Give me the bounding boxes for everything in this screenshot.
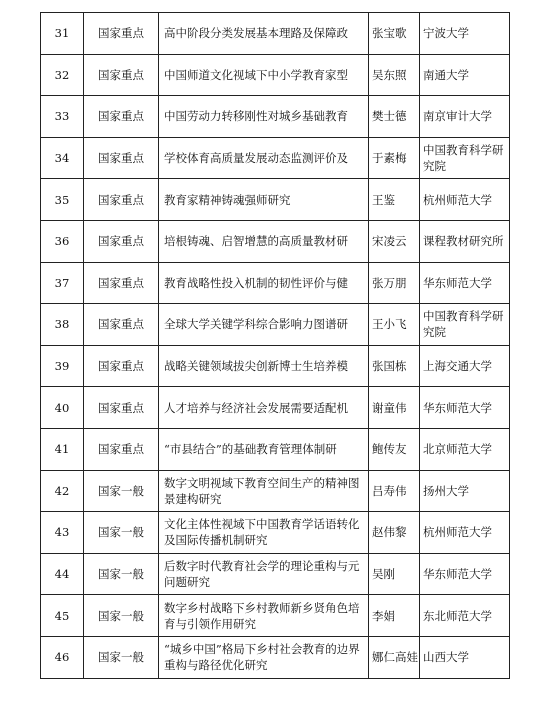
project-title: 数字乡村战略下乡村教师新乡贤角色培育与引领作用研究 (159, 595, 369, 637)
institution: 山西大学 (420, 636, 510, 678)
project-category: 国家重点 (84, 387, 159, 429)
table-row (41, 553, 510, 595)
principal-investigator: 鲍传友 (369, 428, 420, 470)
institution: 杭州师范大学 (420, 512, 510, 554)
institution: 课程教材研究所 (420, 220, 510, 262)
project-title: 数字文明视域下教育空间生产的精神图景建构研究 (159, 470, 369, 512)
project-category: 国家重点 (84, 179, 159, 221)
table-row (41, 220, 510, 262)
row-number: 38 (41, 304, 84, 346)
row-number: 40 (41, 387, 84, 429)
project-title: 全球大学关键学科综合影响力图谱研 (159, 304, 369, 346)
project-title: 学校体育高质量发展动态监测评价及 (159, 137, 369, 179)
project-table (40, 12, 509, 679)
table-row (41, 512, 510, 554)
project-category: 国家重点 (84, 96, 159, 138)
project-title: 培根铸魂、启智增慧的高质量教材研 (159, 220, 369, 262)
principal-investigator: 吕寿伟 (369, 470, 420, 512)
principal-investigator: 张宝歌 (369, 13, 420, 55)
project-title: “市县结合”的基础教育管理体制研 (159, 428, 369, 470)
row-number: 34 (41, 137, 84, 179)
project-category: 国家重点 (84, 304, 159, 346)
project-category: 国家重点 (84, 13, 159, 55)
project-category: 国家重点 (84, 428, 159, 470)
project-category: 国家一般 (84, 636, 159, 678)
row-number: 33 (41, 96, 84, 138)
principal-investigator: 樊士德 (369, 96, 420, 138)
principal-investigator: 王鉴 (369, 179, 420, 221)
table-row (41, 13, 510, 55)
institution: 南通大学 (420, 54, 510, 96)
project-title: 教育家精神铸魂强师研究 (159, 179, 369, 221)
table-row (41, 54, 510, 96)
project-category: 国家一般 (84, 595, 159, 637)
principal-investigator: 王小飞 (369, 304, 420, 346)
table-row (41, 595, 510, 637)
row-number: 35 (41, 179, 84, 221)
project-title: 高中阶段分类发展基本理路及保障政 (159, 13, 369, 55)
row-number: 44 (41, 553, 84, 595)
institution: 东北师范大学 (420, 595, 510, 637)
row-number: 45 (41, 595, 84, 637)
project-title: 教育战略性投入机制的韧性评价与健 (159, 262, 369, 304)
institution: 宁波大学 (420, 13, 510, 55)
table-row (41, 636, 510, 678)
project-category: 国家重点 (84, 220, 159, 262)
project-category: 国家一般 (84, 553, 159, 595)
project-category: 国家重点 (84, 345, 159, 387)
project-title: 中国师道文化视域下中小学教育家型 (159, 54, 369, 96)
row-number: 37 (41, 262, 84, 304)
row-number: 31 (41, 13, 84, 55)
table-row (41, 387, 510, 429)
table-row (41, 137, 510, 179)
institution: 中国教育科学研究院 (420, 137, 510, 179)
row-number: 32 (41, 54, 84, 96)
principal-investigator: 吴东照 (369, 54, 420, 96)
table-row (41, 428, 510, 470)
project-category: 国家一般 (84, 512, 159, 554)
institution: 南京审计大学 (420, 96, 510, 138)
row-number: 46 (41, 636, 84, 678)
principal-investigator: 张国栋 (369, 345, 420, 387)
project-title: 战略关键领域拔尖创新博士生培养模 (159, 345, 369, 387)
project-title: “城乡中国”格局下乡村社会教育的边界重构与路径优化研究 (159, 636, 369, 678)
table-row (41, 262, 510, 304)
principal-investigator: 赵伟黎 (369, 512, 420, 554)
project-category: 国家重点 (84, 137, 159, 179)
table-row (41, 345, 510, 387)
institution: 华东师范大学 (420, 553, 510, 595)
table-row (41, 96, 510, 138)
principal-investigator: 李娟 (369, 595, 420, 637)
principal-investigator: 张万朋 (369, 262, 420, 304)
row-number: 41 (41, 428, 84, 470)
institution: 上海交通大学 (420, 345, 510, 387)
institution: 华东师范大学 (420, 387, 510, 429)
principal-investigator: 吴刚 (369, 553, 420, 595)
project-title: 后数字时代教育社会学的理论重构与元问题研究 (159, 553, 369, 595)
row-number: 36 (41, 220, 84, 262)
institution: 杭州师范大学 (420, 179, 510, 221)
row-number: 39 (41, 345, 84, 387)
institution: 华东师范大学 (420, 262, 510, 304)
project-title: 中国劳动力转移刚性对城乡基础教育 (159, 96, 369, 138)
institution: 扬州大学 (420, 470, 510, 512)
row-number: 43 (41, 512, 84, 554)
project-category: 国家重点 (84, 54, 159, 96)
table-row (41, 304, 510, 346)
project-category: 国家一般 (84, 470, 159, 512)
institution: 中国教育科学研究院 (420, 304, 510, 346)
principal-investigator: 于素梅 (369, 137, 420, 179)
principal-investigator: 谢童伟 (369, 387, 420, 429)
principal-investigator: 宋凌云 (369, 220, 420, 262)
project-title: 文化主体性视域下中国教育学话语转化及国际传播机制研究 (159, 512, 369, 554)
institution: 北京师范大学 (420, 428, 510, 470)
table-row (41, 179, 510, 221)
table-row (41, 470, 510, 512)
project-category: 国家重点 (84, 262, 159, 304)
row-number: 42 (41, 470, 84, 512)
project-title: 人才培养与经济社会发展需要适配机 (159, 387, 369, 429)
principal-investigator: 娜仁高娃 (369, 636, 420, 678)
